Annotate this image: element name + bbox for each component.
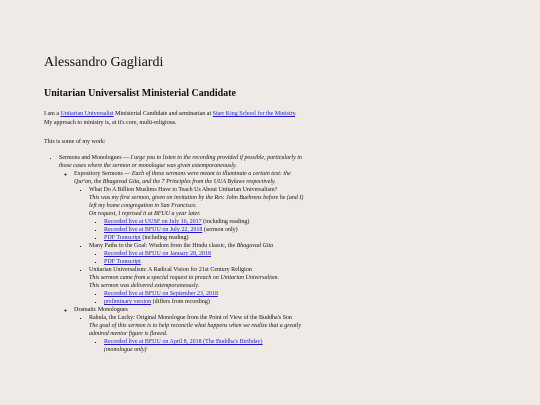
intro-paragraph <box>44 110 304 128</box>
recording-link[interactable]: Recorded live at BFUU on January 28, 2018 <box>104 251 211 257</box>
dramatic-label: Dramatic Monologues <box>74 307 128 313</box>
pdf-transcript-link[interactable]: PDF Transcript <box>104 235 141 241</box>
sermon-item <box>89 186 304 242</box>
page-subtitle: Unitarian Universalist Ministerial Candidate <box>44 88 236 99</box>
sermon-links <box>89 290 304 306</box>
list-item <box>104 338 304 354</box>
dash: — <box>122 171 132 177</box>
sermon-links <box>89 250 304 266</box>
preliminary-version-link[interactable]: preliminary version <box>104 299 152 305</box>
expository-note: Each of these sermons were meant to illuminate a certain text: the Qur'an, the Bhagavad Gita, and the 7 Principles from the UUA Bylaws respectively. <box>74 171 291 185</box>
sermons-item <box>59 154 304 354</box>
list-item <box>104 298 304 306</box>
monologue-note: The goal of this sermon is to help reconcile what happens when we realize that a greatly admired mentor figure is flawed. <box>89 323 301 337</box>
monologue-links <box>89 338 304 354</box>
list-item <box>104 290 304 298</box>
sermon-links <box>89 218 304 242</box>
sermon-title: What Do A Billion Muslims Have to Teach Us About Unitarian Universalism? <box>89 187 278 193</box>
recording-link[interactable]: Recorded live at BFUU on April 8, 2018 (The Buddha's Birthday) <box>104 339 263 345</box>
link-suffix: (including reading) <box>201 219 250 225</box>
dramatic-monologues <box>74 314 304 354</box>
sermon-note: This sermon was delivered extemporaneously. <box>89 283 200 289</box>
dash: — <box>121 155 131 161</box>
sermon-note: This sermon came from a special request to preach on Unitarian Universalism. <box>89 275 279 281</box>
link-suffix: (monologue only) <box>104 347 147 353</box>
sermon-note: This was my first sermon, given on invitation by the Rev. John Buehrens before he (and I) left my home congregation in San Francisco. <box>89 195 304 209</box>
link-suffix: (sermon only) <box>202 227 238 233</box>
recording-link[interactable]: Recorded live at BFUU on September 23, 2018 <box>104 291 218 297</box>
list-item <box>104 226 304 234</box>
dramatic-item <box>74 306 304 354</box>
work-list <box>44 154 304 354</box>
link-suffix: (differs from recording) <box>151 299 210 305</box>
expository-label: Expository Sermons <box>74 171 123 177</box>
sermon-item <box>89 266 304 306</box>
expository-sermons <box>74 186 304 306</box>
recording-link[interactable]: Recorded live at UUSF on July 16, 2017 <box>104 219 202 225</box>
uu-link[interactable]: Unitarian Universalist <box>60 111 114 117</box>
list-item <box>104 258 304 266</box>
monologue-title: Rahula, the Lucky: Original Monologue from the Point of View of the Buddha's Son <box>89 315 292 321</box>
sermon-categories <box>59 170 304 354</box>
list-item <box>104 250 304 258</box>
page-content <box>0 0 304 354</box>
list-item <box>104 218 304 226</box>
sermon-title-emphasis: Bhagavad Gita <box>236 243 274 249</box>
expository-item <box>74 170 304 306</box>
sermon-note: On request, I reprised it at BFUU a year later. <box>89 211 201 217</box>
starr-king-link[interactable]: Starr King School for the Ministry <box>212 111 296 117</box>
sermon-item <box>89 242 304 266</box>
intro-text-1: I am a <box>44 111 61 117</box>
intro-text-3: . My approach to ministry is, at it's core, multi-religious. <box>44 111 297 126</box>
sermons-label: Sermons and Monologues <box>59 155 122 161</box>
link-suffix: (including reading) <box>140 235 189 241</box>
list-item <box>104 234 304 242</box>
page-title: Alessandro Gagliardi <box>44 55 164 70</box>
work-intro: This is some of my work: <box>44 139 106 145</box>
intro-text-2: Ministerial Candidate and seminarian at <box>113 111 213 117</box>
sermon-title: Unitarian Universalism: A Radical Vision for 21st Century Religion <box>89 267 252 273</box>
monologue-item <box>89 314 304 354</box>
recording-link[interactable]: Recorded live at BFUU on July 22, 2018 <box>104 227 203 233</box>
sermon-title: Many Paths to the Goal: Wisdom from the Hindu classic, the <box>89 243 237 249</box>
sermons-note: I urge you to listen to the recording provided if possible, particularly in those cases where the sermon or monologue was given extemporaneously. <box>59 155 302 169</box>
pdf-transcript-link[interactable]: PDF Transcript <box>104 259 141 265</box>
